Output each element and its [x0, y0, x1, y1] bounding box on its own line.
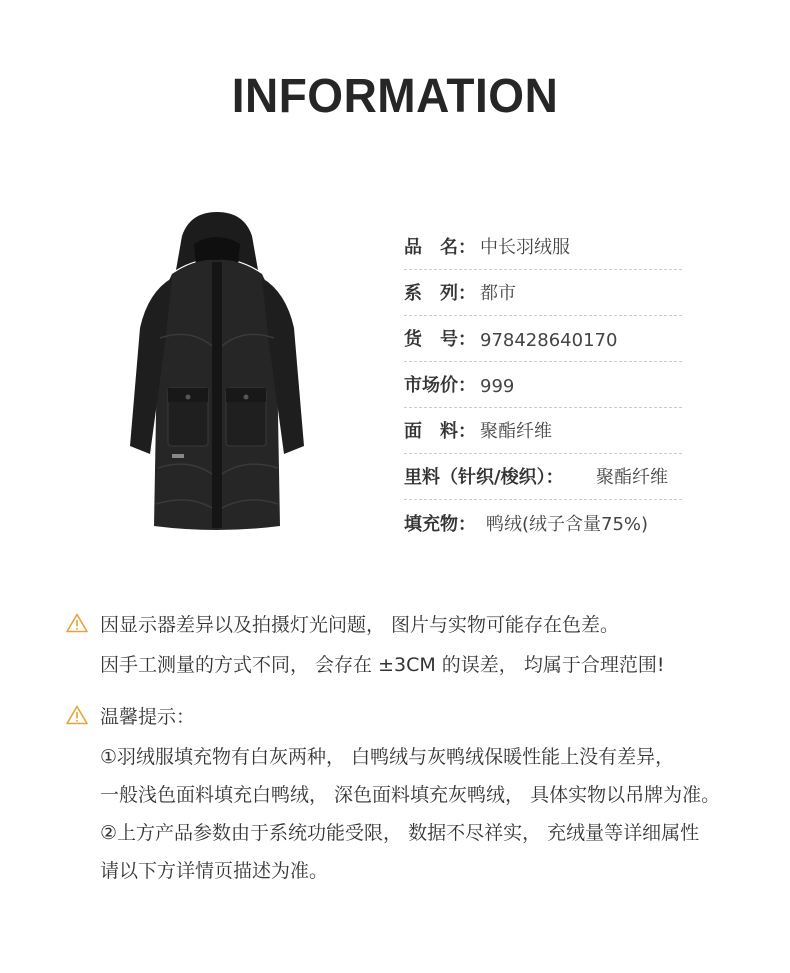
spec-row-series: [404, 270, 682, 316]
product-image: [120, 208, 315, 538]
tips-line: 请以下方详情页描述为准。: [100, 860, 329, 882]
spec-value: 聚酯纤维: [480, 421, 552, 442]
tips-line: ①羽绒服填充物有白灰两种， 白鸭绒与灰鸭绒保暖性能上没有差异，: [100, 746, 675, 768]
spec-row-price: [404, 362, 682, 408]
spec-value: 都市: [480, 283, 516, 304]
spec-row-sku: [404, 316, 682, 362]
spec-row-fabric: [404, 408, 682, 454]
spec-key: 货 号：: [404, 329, 476, 350]
warning-triangle-icon: [66, 705, 88, 725]
notice-color-difference: 因显示器差异以及拍摄灯光问题， 图片与实物可能存在色差。: [100, 614, 620, 636]
spec-key: 品 名：: [404, 237, 476, 258]
spec-key: 里料（针织/梭织）：: [404, 467, 564, 488]
spec-key: 系 列：: [404, 283, 476, 304]
tips-line: 一般浅色面料填充白鸭绒， 深色面料填充灰鸭绒， 具体实物以吊牌为准。: [100, 784, 721, 806]
warning-triangle-icon: [66, 613, 88, 633]
spec-value: 978428640170: [480, 330, 618, 351]
tips-heading: 温馨提示：: [100, 706, 196, 728]
spec-row-filling: [404, 500, 682, 546]
spec-row-lining: [404, 454, 682, 500]
spec-key: 填充物：: [404, 514, 476, 535]
notice-measurement-error: 因手工测量的方式不同， 会存在 ±3CM 的误差， 均属于合理范围!: [100, 654, 665, 676]
spec-value: 聚酯纤维: [596, 467, 668, 488]
spec-value: 999: [480, 376, 515, 397]
spec-key: 面 料：: [404, 421, 476, 442]
spec-list: [404, 224, 682, 546]
spec-row-name: [404, 224, 682, 270]
spec-value: 中长羽绒服: [480, 237, 570, 258]
tips-line: ②上方产品参数由于系统功能受限， 数据不尽祥实， 充绒量等详细属性: [100, 822, 700, 844]
spec-key: 市场价：: [404, 375, 476, 396]
spec-value: 鸭绒(绒子含量75%): [486, 514, 649, 535]
page-title: INFORMATION: [231, 67, 559, 123]
